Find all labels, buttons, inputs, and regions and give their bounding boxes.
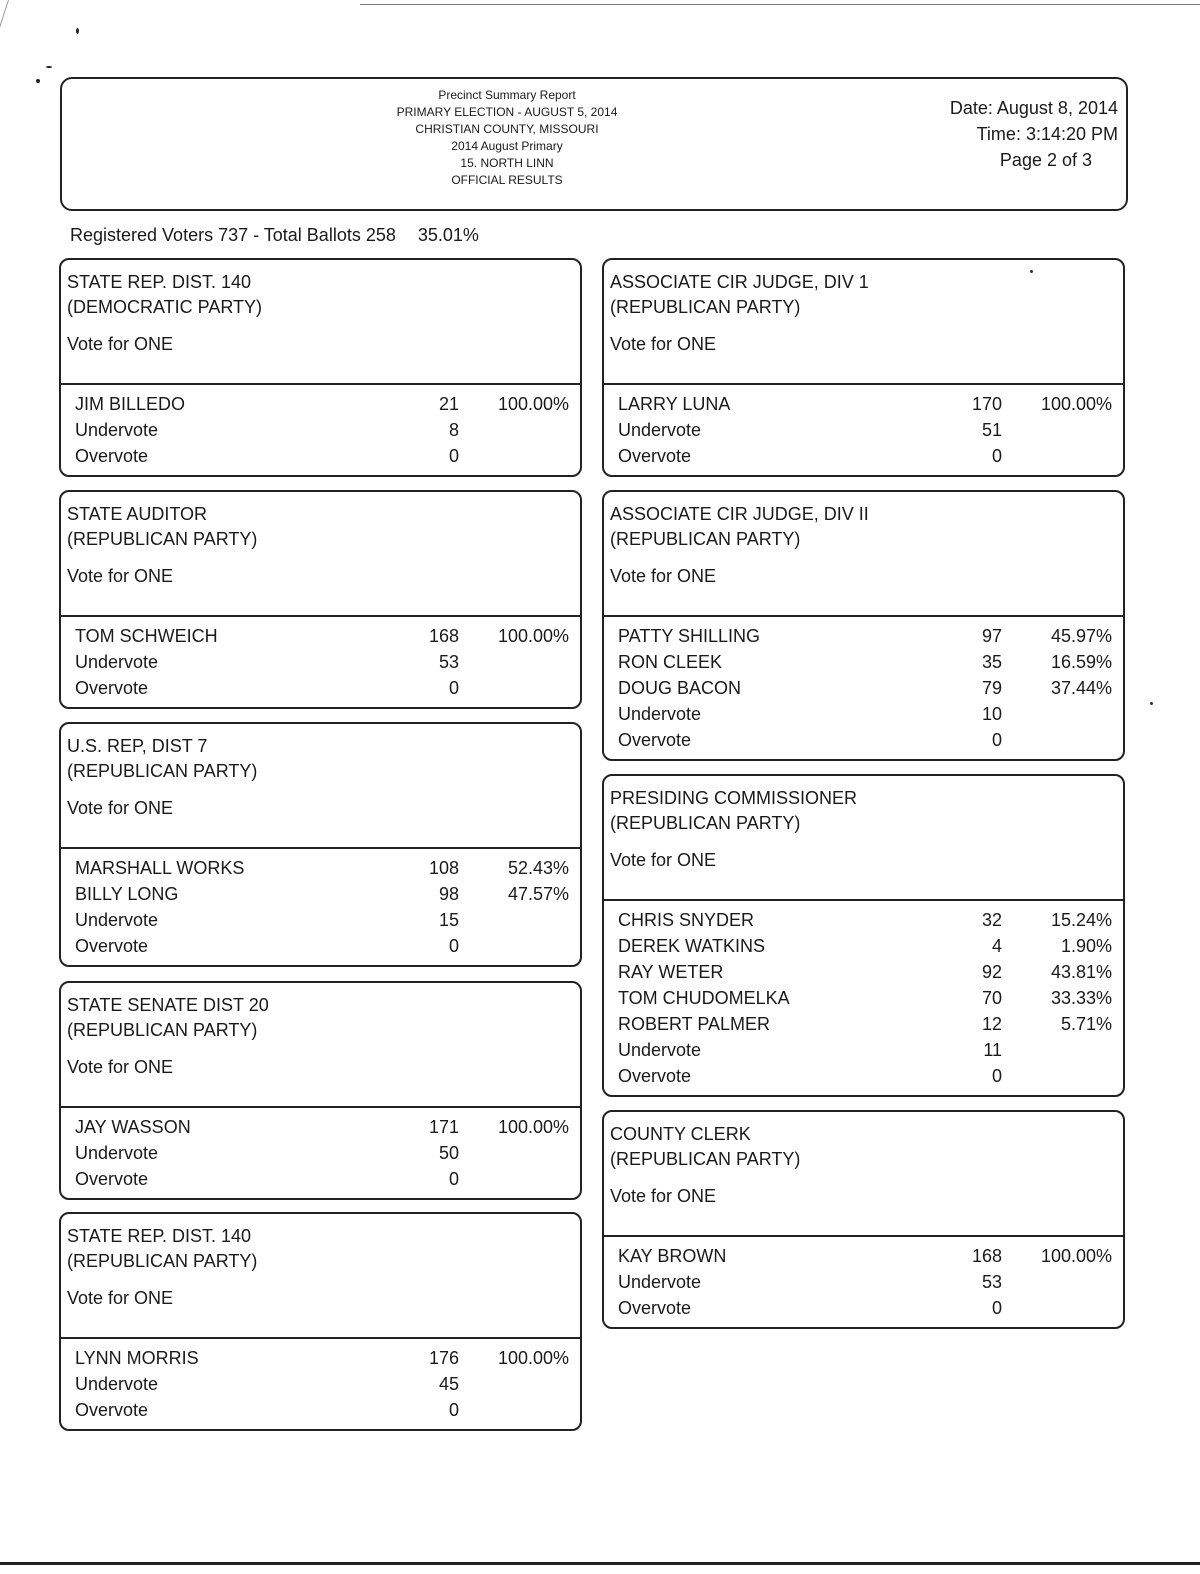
precinct-name: 15. NORTH LINN [460,156,554,170]
scan-speck [1150,702,1153,705]
candidate-name: Undervote [75,910,159,930]
candidate-name: PATTY SHILLING [618,626,761,646]
vote-count: 168 [971,1246,1002,1266]
result-row [61,1345,580,1371]
scan-edge-bottom [0,1562,1200,1565]
vote-for-label: Vote for ONE [67,566,174,586]
race-box [59,981,582,1200]
candidate-name: CHRIS SNYDER [618,910,755,930]
vote-count: 108 [428,858,459,878]
vote-percent: 43.81% [1050,962,1112,982]
candidate-name: Overvote [618,446,692,466]
vote-count: 168 [428,626,459,646]
vote-count: 0 [448,446,459,466]
candidate-name: MARSHALL WORKS [75,858,245,878]
vote-count: 176 [428,1348,459,1368]
race-party: (REPUBLICAN PARTY) [67,761,258,781]
result-row [61,881,580,907]
candidate-name: Overvote [75,1169,149,1189]
race-title: STATE REP. DIST. 140 [67,1226,252,1246]
vote-count: 98 [438,884,459,904]
race-rows [61,617,580,707]
candidate-name: DEREK WATKINS [618,936,766,956]
county-name: CHRISTIAN COUNTY, MISSOURI [415,122,599,136]
result-row [604,1063,1123,1089]
candidate-name: TOM CHUDOMELKA [618,988,790,1008]
vote-percent: 16.59% [1050,652,1112,672]
race-party: (REPUBLICAN PARTY) [67,529,258,549]
result-row [604,391,1123,417]
vote-count: 0 [448,1169,459,1189]
vote-percent: 47.57% [507,884,569,904]
vote-count: 32 [981,910,1002,930]
race-party: (REPUBLICAN PARTY) [610,297,801,317]
report-header-title-block [372,87,642,189]
vote-percent: 5.71% [1060,1014,1112,1034]
vote-count: 70 [981,988,1002,1008]
result-row [604,675,1123,701]
turnout-summary [70,225,479,246]
vote-for-label: Vote for ONE [67,1288,174,1308]
vote-percent: 33.33% [1050,988,1112,1008]
vote-count: 0 [991,730,1002,750]
result-row [61,443,580,469]
race-box [602,1110,1125,1329]
result-row [604,1269,1123,1295]
result-row [604,701,1123,727]
race-party: (REPUBLICAN PARTY) [610,813,801,833]
vote-count: 21 [438,394,459,414]
vote-count: 171 [428,1117,459,1137]
race-box [59,722,582,967]
scan-speck [76,28,79,34]
scan-speck [36,79,40,83]
vote-percent: 100.00% [497,1348,569,1368]
candidate-name: KAY BROWN [618,1246,727,1266]
report-time: Time: 3:14:20 PM [976,124,1118,144]
vote-for-label: Vote for ONE [67,1057,174,1077]
scan-edge-left [0,0,9,57]
vote-for-label: Vote for ONE [67,334,174,354]
results-status: OFFICIAL RESULTS [451,173,563,187]
vote-count: 35 [981,652,1002,672]
race-party: (DEMOCRATIC PARTY) [67,297,263,317]
candidate-name: BILLY LONG [75,884,179,904]
race-title: PRESIDING COMMISSIONER [610,788,858,808]
vote-count: 51 [981,420,1002,440]
candidate-name: JIM BILLEDO [75,394,186,414]
race-rows [604,1237,1123,1327]
vote-percent: 37.44% [1050,678,1112,698]
result-row [604,1011,1123,1037]
candidate-name: Overvote [75,936,149,956]
result-row [61,417,580,443]
result-row [61,855,580,881]
vote-for-label: Vote for ONE [610,334,717,354]
vote-count: 11 [983,1040,1002,1060]
vote-count: 12 [981,1014,1002,1034]
report-date: Date: August 8, 2014 [949,98,1118,118]
result-row [604,1295,1123,1321]
election-label: 2014 August Primary [451,139,563,153]
candidate-name: Undervote [618,704,702,724]
race-title: ASSOCIATE CIR JUDGE, DIV II [610,504,869,524]
vote-percent: 100.00% [497,394,569,414]
vote-count: 10 [981,704,1002,724]
candidate-name: Undervote [618,1272,702,1292]
candidate-name: LYNN MORRIS [75,1348,199,1368]
race-box [59,490,582,709]
race-header [61,1214,580,1339]
result-row [61,675,580,701]
vote-count: 0 [448,1400,459,1420]
result-row [61,1166,580,1192]
race-party: (REPUBLICAN PARTY) [67,1020,258,1040]
race-rows [61,849,580,965]
race-box [59,258,582,477]
race-title: STATE AUDITOR [67,504,208,524]
page-number: Page 2 of 3 [999,150,1092,170]
race-title: ASSOCIATE CIR JUDGE, DIV 1 [610,272,869,292]
race-party: (REPUBLICAN PARTY) [67,1251,258,1271]
candidate-name: TOM SCHWEICH [75,626,218,646]
result-row [61,1140,580,1166]
result-row [61,1371,580,1397]
scan-edge-top [360,4,1200,5]
vote-percent: 15.24% [1050,910,1112,930]
race-rows [61,1108,580,1198]
candidate-name: Overvote [618,1298,692,1318]
vote-count: 53 [981,1272,1002,1292]
vote-for-label: Vote for ONE [610,1186,717,1206]
candidate-name: LARRY LUNA [618,394,731,414]
scan-speck [46,66,52,68]
result-row [604,649,1123,675]
race-header [604,492,1123,617]
race-box [59,1212,582,1431]
vote-count: 50 [438,1143,459,1163]
candidate-name: Undervote [75,420,159,440]
result-row [604,985,1123,1011]
race-header [61,724,580,849]
result-row [61,1114,580,1140]
result-row [604,417,1123,443]
turnout-text: Registered Voters 737 - Total Ballots 258 [70,225,396,245]
race-header [61,492,580,617]
vote-count: 8 [448,420,459,440]
result-row [604,727,1123,753]
candidate-name: DOUG BACON [618,678,742,698]
result-row [604,933,1123,959]
vote-for-label: Vote for ONE [67,798,174,818]
candidate-name: RON CLEEK [618,652,723,672]
race-rows [61,1339,580,1429]
race-rows [604,385,1123,475]
vote-count: 0 [448,678,459,698]
result-row [61,1397,580,1423]
vote-percent: 100.00% [497,626,569,646]
result-row [604,907,1123,933]
race-party: (REPUBLICAN PARTY) [610,1149,801,1169]
result-row [604,959,1123,985]
result-row [61,391,580,417]
result-row [61,623,580,649]
race-header [604,1112,1123,1237]
vote-for-label: Vote for ONE [610,850,717,870]
candidate-name: Undervote [75,1374,159,1394]
candidate-name: Undervote [75,1143,159,1163]
vote-count: 0 [448,936,459,956]
result-row [61,907,580,933]
race-title: STATE REP. DIST. 140 [67,272,252,292]
report-meta [918,95,1118,173]
race-header [61,983,580,1108]
vote-count: 53 [438,652,459,672]
candidate-name: Overvote [618,1066,692,1086]
vote-count: 97 [981,626,1002,646]
scan-speck [1030,270,1033,273]
vote-count: 92 [981,962,1002,982]
candidate-name: ROBERT PALMER [618,1014,771,1034]
turnout-percent: 35.01% [417,225,479,245]
vote-percent: 100.00% [1040,394,1112,414]
candidate-name: Overvote [75,678,149,698]
race-title: COUNTY CLERK [610,1124,751,1144]
race-box [602,490,1125,761]
report-title: Precinct Summary Report [438,88,576,102]
race-header [604,260,1123,385]
race-title: STATE SENATE DIST 20 [67,995,269,1015]
result-row [61,933,580,959]
race-rows [604,617,1123,759]
candidate-name: Undervote [75,652,159,672]
vote-count: 4 [991,936,1002,956]
race-title: U.S. REP, DIST 7 [67,736,208,756]
vote-percent: 1.90% [1060,936,1112,956]
race-rows [604,901,1123,1095]
race-box [602,258,1125,477]
result-row [604,623,1123,649]
vote-count: 0 [991,446,1002,466]
vote-percent: 100.00% [1040,1246,1112,1266]
vote-count: 0 [991,1298,1002,1318]
race-party: (REPUBLICAN PARTY) [610,529,801,549]
vote-count: 170 [971,394,1002,414]
election-name: PRIMARY ELECTION - AUGUST 5, 2014 [396,105,618,119]
result-row [604,1037,1123,1063]
race-header [604,776,1123,901]
candidate-name: Overvote [75,1400,149,1420]
candidate-name: JAY WASSON [75,1117,191,1137]
race-header [61,260,580,385]
vote-count: 15 [438,910,459,930]
result-row [604,1243,1123,1269]
report-header [60,77,1128,211]
candidate-name: Undervote [618,1040,702,1060]
race-rows [61,385,580,475]
vote-percent: 52.43% [507,858,569,878]
vote-count: 0 [991,1066,1002,1086]
vote-percent: 45.97% [1050,626,1112,646]
race-box [602,774,1125,1097]
result-row [604,443,1123,469]
result-row [61,649,580,675]
vote-count: 45 [438,1374,459,1394]
candidate-name: Overvote [75,446,149,466]
vote-for-label: Vote for ONE [610,566,717,586]
vote-percent: 100.00% [497,1117,569,1137]
vote-count: 79 [981,678,1002,698]
candidate-name: RAY WETER [618,962,724,982]
candidate-name: Undervote [618,420,702,440]
candidate-name: Overvote [618,730,692,750]
